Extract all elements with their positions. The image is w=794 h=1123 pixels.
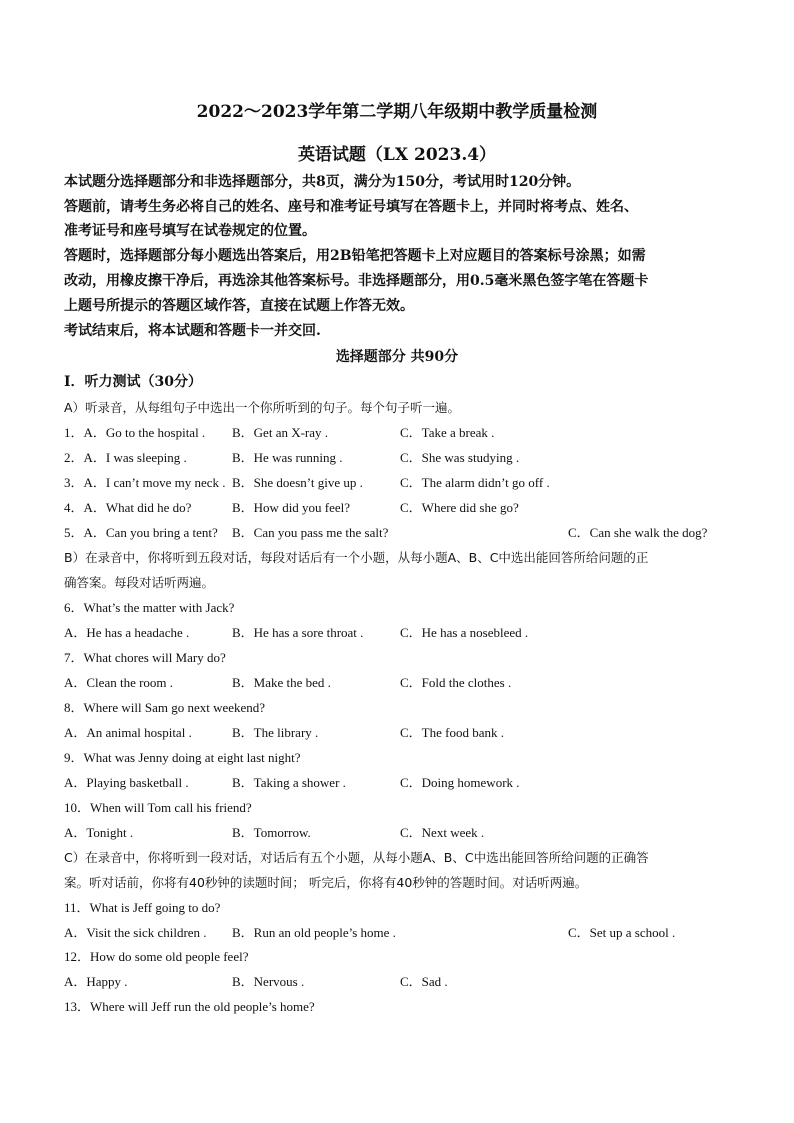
option-c: C．Fold the clothes . (400, 675, 512, 690)
option-b: B．Taking a shower . (232, 775, 346, 790)
option-c: C．She was studying . (400, 450, 520, 465)
option-c: C．Next week . (400, 825, 485, 840)
instruction-line: 准考证号和座号填写在试卷规定的位置。 (64, 223, 316, 239)
option-a: A．Tonight . (64, 825, 134, 840)
option-b: B．Run an old people’s home . (232, 925, 396, 940)
option-c: C．Doing homework . (400, 775, 520, 790)
option-a: 3．A．I can’t move my neck . (64, 475, 226, 490)
instruction-line: 本试题分选择题部分和非选择题部分，共8页，满分为150分，考试用时120分钟。 (64, 174, 581, 190)
option-a: A．An animal hospital . (64, 725, 192, 740)
instruction-line: 上题号所提示的答题区域作答，直接在试题上作答无效。 (64, 298, 414, 314)
option-c: C．Take a break . (400, 425, 495, 440)
instruction-line: 考试结束后，将本试题和答题卡一并交回. (64, 323, 321, 339)
option-b: B．Can you pass me the salt? (232, 525, 389, 540)
part-c-intro: C）在录音中，你将听到一段对话，对话后有五个小题，从每小题A、B、C中选出能回答所给问题的正确答 (64, 850, 649, 865)
part-b-intro: 确答案。每段对话听两遍。 (64, 575, 215, 590)
section-heading: Ⅰ．听力测试（30分） (64, 374, 203, 390)
option-b: B．Nervous . (232, 974, 305, 989)
option-a: A．Clean the room . (64, 675, 174, 690)
question-text: 11．What is Jeff going to do? (64, 900, 221, 915)
part-b-intro: B）在录音中，你将听到五段对话，每段对话后有一个小题，从每小题A、B、C中选出能回答所给问题的正 (64, 550, 649, 565)
option-a: 1．A．Go to the hospital . (64, 425, 206, 440)
option-a: 4．A．What did he do? (64, 500, 192, 515)
part-c-intro: 案。听对话前，你将有40秒钟的读题时间； 听完后，你将有40秒钟的答题时间。对话听两遍。 (64, 875, 588, 890)
option-b: B．She doesn’t give up . (232, 475, 363, 490)
option-b: B．How did you feel? (232, 500, 351, 515)
option-a: 5．A．Can you bring a tent? (64, 525, 218, 540)
option-c: C．Can she walk the dog? (568, 525, 708, 540)
option-c: C．The alarm didn’t go off . (400, 475, 550, 490)
option-a: A．Playing basketball . (64, 775, 189, 790)
instruction-line: 改动，用橡皮擦干净后，再选涂其他答案标号。非选择题部分，用0.5毫米黑色签字笔在答题卡 (64, 273, 649, 289)
option-c: C．He has a nosebleed . (400, 625, 529, 640)
instruction-line: 答题前，请考生务必将自己的姓名、座号和准考证号填写在答题卡上，并同时将考点、姓名、 (64, 199, 638, 215)
option-b: B．Tomorrow. (232, 825, 311, 840)
option-a: A．Visit the sick children . (64, 925, 207, 940)
option-c: C．Where did she go? (400, 500, 519, 515)
option-a: 2．A．I was sleeping . (64, 450, 187, 465)
option-c: C．Set up a school . (568, 925, 676, 940)
question-text: 6．What’s the matter with Jack? (64, 600, 235, 615)
question-text: 10．When will Tom call his friend? (64, 800, 252, 815)
option-c: C．Sad . (400, 974, 448, 989)
question-text: 9．What was Jenny doing at eight last night? (64, 750, 301, 765)
question-text: 7．What chores will Mary do? (64, 650, 226, 665)
option-b: B．Get an X-ray . (232, 425, 329, 440)
option-a: A．He has a headache . (64, 625, 190, 640)
option-b: B．Make the bed . (232, 675, 331, 690)
option-b: B．He was running . (232, 450, 343, 465)
part-heading: 选择题部分 共90分 (335, 349, 459, 365)
option-c: C．The food bank . (400, 725, 504, 740)
instruction-line: 答题时，选择题部分每小题选出答案后，用2B铅笔把答题卡上对应题目的答案标号涂黑；如需 (64, 248, 646, 264)
question-text: 8．Where will Sam go next weekend? (64, 700, 266, 715)
part-a-intro: A）听录音，从每组句子中选出一个你所听到的句子。每个句子听一遍。 (64, 400, 461, 415)
exam-subtitle: 英语试题（LX 2023.4） (297, 145, 497, 165)
option-a: A．Happy . (64, 974, 128, 989)
exam-title: 2022～2023学年第二学期八年级期中教学质量检测 (196, 102, 598, 122)
option-b: B．He has a sore throat . (232, 625, 364, 640)
question-text: 13．Where will Jeff run the old people’s home? (64, 999, 315, 1014)
question-text: 12．How do some old people feel? (64, 949, 249, 964)
option-b: B．The library . (232, 725, 319, 740)
